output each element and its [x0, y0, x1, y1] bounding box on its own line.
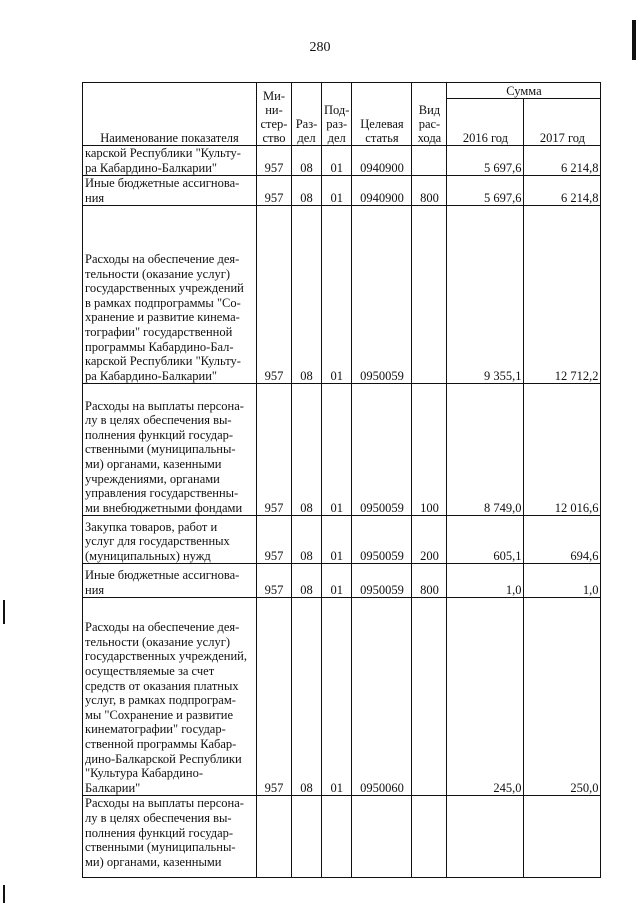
- header-expense-type: Вид рас- хода: [412, 83, 447, 146]
- row-ministry: 957: [257, 516, 292, 564]
- table-row: [83, 206, 601, 384]
- row-target: 0950059: [352, 384, 412, 516]
- header-name: Наименование показателя: [83, 83, 257, 146]
- scan-edge-mark: [3, 600, 5, 624]
- row-sum-2016: 1,0: [447, 564, 524, 598]
- row-name: Закупка товаров, работ и услуг для государственных (муниципальных) нужд: [83, 516, 257, 564]
- row-subsection: 01: [322, 206, 352, 384]
- row-sum-2016: 245,0: [447, 598, 524, 796]
- row-sum-2017: 12 712,2: [524, 206, 601, 384]
- row-sum-2017: 250,0: [524, 598, 601, 796]
- row-expense-type: 200: [412, 516, 447, 564]
- row-target: 0940900: [352, 176, 412, 206]
- row-expense-type: [412, 796, 447, 878]
- row-expense-type: [412, 146, 447, 176]
- row-ministry: 957: [257, 146, 292, 176]
- row-subsection: [322, 796, 352, 878]
- table-row: [83, 176, 601, 206]
- row-ministry: 957: [257, 598, 292, 796]
- row-section: 08: [292, 516, 322, 564]
- row-sum-2016: 5 697,6: [447, 146, 524, 176]
- row-target: 0950059: [352, 516, 412, 564]
- row-target: 0940900: [352, 146, 412, 176]
- row-expense-type: 800: [412, 176, 447, 206]
- row-subsection: 01: [322, 146, 352, 176]
- row-expense-type: 800: [412, 564, 447, 598]
- table-row: [83, 384, 601, 516]
- row-ministry: 957: [257, 206, 292, 384]
- row-section: [292, 796, 322, 878]
- row-subsection: 01: [322, 516, 352, 564]
- row-subsection: 01: [322, 176, 352, 206]
- row-subsection: 01: [322, 564, 352, 598]
- row-sum-2017: 1,0: [524, 564, 601, 598]
- scan-edge-mark: [3, 885, 5, 903]
- row-target: [352, 796, 412, 878]
- row-subsection: 01: [322, 384, 352, 516]
- row-name: карской Республики "Культу- ра Кабардино-Балкарии": [83, 146, 257, 176]
- scan-edge-mark: [632, 20, 636, 60]
- row-target: 0950059: [352, 564, 412, 598]
- table-row: [83, 598, 601, 796]
- row-ministry: 957: [257, 176, 292, 206]
- row-sum-2016: 5 697,6: [447, 176, 524, 206]
- row-section: 08: [292, 384, 322, 516]
- row-expense-type: [412, 598, 447, 796]
- row-name: Расходы на выплаты персона- лу в целях обеспечения вы- полнения функций государ- ственными (муниципальны- ми) органами, казенными учреждениями, органами управления государственны- ми внебюджетными фондами: [83, 384, 257, 516]
- row-sum-2016: 8 749,0: [447, 384, 524, 516]
- header-year-2017: 2017 год: [524, 99, 601, 146]
- row-sum-2016: [447, 796, 524, 878]
- row-sum-2017: [524, 796, 601, 878]
- row-target: 0950059: [352, 206, 412, 384]
- row-section: 08: [292, 598, 322, 796]
- page-number: 280: [309, 40, 331, 55]
- header-target: Целевая статья: [352, 83, 412, 146]
- row-name: Расходы на обеспечение дея- тельности (оказание услуг) государственных учреждений в рамках подпрограммы "Со- хранение и развитие кинема- тографии" государственной программы Кабардино-Бал- карской Республики "Культу- ра Кабардино-Балкарии": [83, 206, 257, 384]
- row-name: Иные бюджетные ассигнова- ния: [83, 176, 257, 206]
- row-name: Расходы на обеспечение дея- тельности (оказание услуг) государственных учреждений, осуществляемые за счет средств от оказания платных услуг, в рамках подпрограм- мы "Сохранение и развитие кинематографии" государ- ственной программы Кабар- дино-Балкарской Республики "Культура Кабардино- Балкарии": [83, 598, 257, 796]
- header-section: Раз- дел: [292, 83, 322, 146]
- row-sum-2017: 6 214,8: [524, 146, 601, 176]
- row-expense-type: 100: [412, 384, 447, 516]
- header-year-2016: 2016 год: [447, 99, 524, 146]
- table-row: [83, 564, 601, 598]
- row-target: 0950060: [352, 598, 412, 796]
- row-ministry: 957: [257, 564, 292, 598]
- row-ministry: [257, 796, 292, 878]
- row-sum-2017: 12 016,6: [524, 384, 601, 516]
- table-row: [83, 146, 601, 176]
- row-section: 08: [292, 564, 322, 598]
- header-subsection: Под- раз- дел: [322, 83, 352, 146]
- row-subsection: 01: [322, 598, 352, 796]
- row-section: 08: [292, 146, 322, 176]
- header-sum: Сумма: [447, 83, 601, 99]
- row-ministry: 957: [257, 384, 292, 516]
- row-sum-2017: 6 214,8: [524, 176, 601, 206]
- row-section: 08: [292, 176, 322, 206]
- row-sum-2016: 9 355,1: [447, 206, 524, 384]
- row-expense-type: [412, 206, 447, 384]
- header-ministry: Ми- ни- стер- ство: [257, 83, 292, 146]
- table-row: [83, 516, 601, 564]
- row-name: Расходы на выплаты персона- лу в целях обеспечения вы- полнения функций государ- ственными (муниципальны- ми) органами, казенными: [83, 796, 257, 878]
- budget-table: [82, 82, 601, 878]
- row-sum-2016: 605,1: [447, 516, 524, 564]
- table-row: [83, 796, 601, 878]
- row-sum-2017: 694,6: [524, 516, 601, 564]
- row-section: 08: [292, 206, 322, 384]
- row-name: Иные бюджетные ассигнова- ния: [83, 564, 257, 598]
